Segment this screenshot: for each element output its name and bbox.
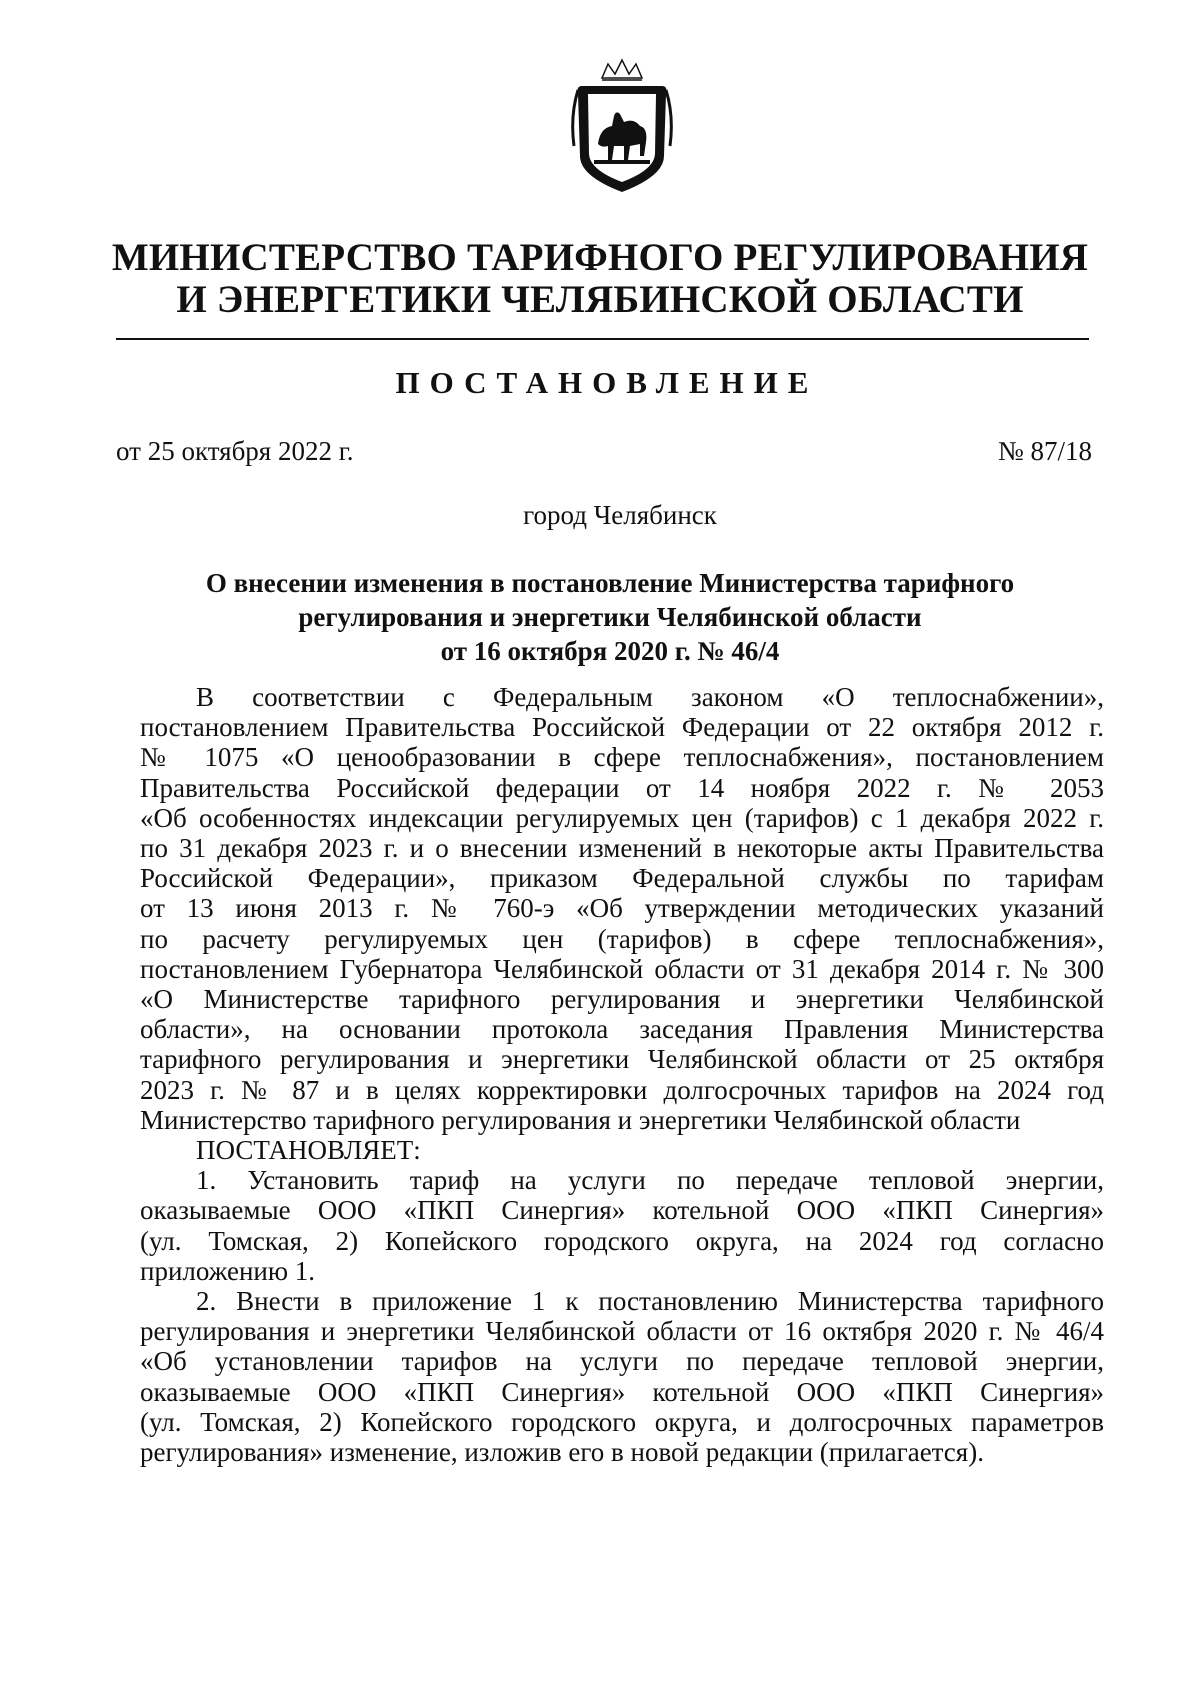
header-divider [116, 338, 1089, 340]
body-line: 1. Установить тариф на услуги по передаче тепловой энергии, [196, 1165, 1104, 1196]
body-line: (ул. Томская, 2) Копейского городского округа, и долгосрочных параметров [140, 1406, 1104, 1437]
body-line: регулирования и энергетики Челябинской области от 16 октября 2020 г. № 46/4 [140, 1316, 1104, 1347]
body-line: Российской Федерации», приказом Федеральной службы по тарифам [140, 863, 1104, 894]
subject-line-2: регулирования и энергетики Челябинской области [298, 602, 922, 632]
body-line: 2. Внести в приложение 1 к постановлению Министерства тарифного [196, 1286, 1104, 1316]
body-line: «Об особенностях индексации регулируемых цен (тарифов) с 1 декабря 2022 г. [140, 802, 1104, 833]
body-line: 2023 г. № 87 и в целях корректировки долгосрочных тарифов на 2024 год [140, 1074, 1104, 1105]
document-type-title: ПОСТАНОВЛЕНИЕ [395, 365, 819, 400]
body-line: по 31 декабря 2023 г. и о внесении изменений в некоторые акты Правительства [140, 833, 1104, 863]
body-line: «О Министерстве тарифного регулирования и энергетики Челябинской [140, 984, 1104, 1014]
ministry-name-line2: И ЭНЕРГЕТИКИ ЧЕЛЯБИНСКОЙ ОБЛАСТИ [176, 278, 1024, 321]
subject-line-1: О внесении изменения в постановление Министерства тарифного [205, 568, 1015, 598]
body-line: № 1075 «О ценообразовании в сфере теплоснабжения», постановлением [140, 742, 1104, 773]
body-line: Правительства Российской федерации от 14 ноября 2022 г. № 2053 [140, 772, 1104, 803]
body-line: В соответствии с Федеральным законом «О теплоснабжении», [196, 682, 1104, 712]
body-line: «Об установлении тарифов на услуги по передаче тепловой энергии, [140, 1346, 1104, 1377]
document-number: № 87/18 [997, 436, 1092, 466]
subject-line-3: от 16 октября 2020 г. № 46/4 [440, 636, 780, 666]
body-line: тарифного регулирования и энергетики Челябинской области от 25 октября [140, 1044, 1104, 1075]
body-line: по расчету регулируемых цен (тарифов) в сфере теплоснабжения», [140, 923, 1104, 954]
body-line: регулирования» изменение, изложив его в новой редакции (прилагается). [140, 1437, 984, 1467]
ministry-name-line1: МИНИСТЕРСТВО ТАРИФНОГО РЕГУЛИРОВАНИЯ [111, 236, 1089, 279]
body-line: от 13 июня 2013 г. № 760-э «Об утверждении методических указаний [140, 893, 1104, 924]
body-line: ПОСТАНОВЛЯЕТ: [196, 1135, 421, 1165]
body-line: постановлением Губернатора Челябинской области от 31 декабря 2014 г. № 300 [140, 953, 1104, 984]
coat-of-arms-icon [568, 56, 676, 196]
body-line: Министерство тарифного регулирования и энергетики Челябинской области [140, 1104, 1021, 1135]
body-line: области», на основании протокола заседания Правления Министерства [140, 1014, 1104, 1045]
body-line: приложению 1. [140, 1255, 316, 1286]
document-date: от 25 октября 2022 г. [116, 436, 354, 466]
body-line: оказываемые ООО «ПКП Синергия» котельной ООО «ПКП Синергия» [140, 1195, 1104, 1226]
body-line: постановлением Правительства Российской Федерации от 22 октября 2012 г. [140, 712, 1104, 743]
document-city: город Челябинск [523, 500, 717, 530]
body-line: (ул. Томская, 2) Копейского городского округа, на 2024 год согласно [140, 1225, 1104, 1256]
body-line: оказываемые ООО «ПКП Синергия» котельной ООО «ПКП Синергия» [140, 1376, 1104, 1407]
